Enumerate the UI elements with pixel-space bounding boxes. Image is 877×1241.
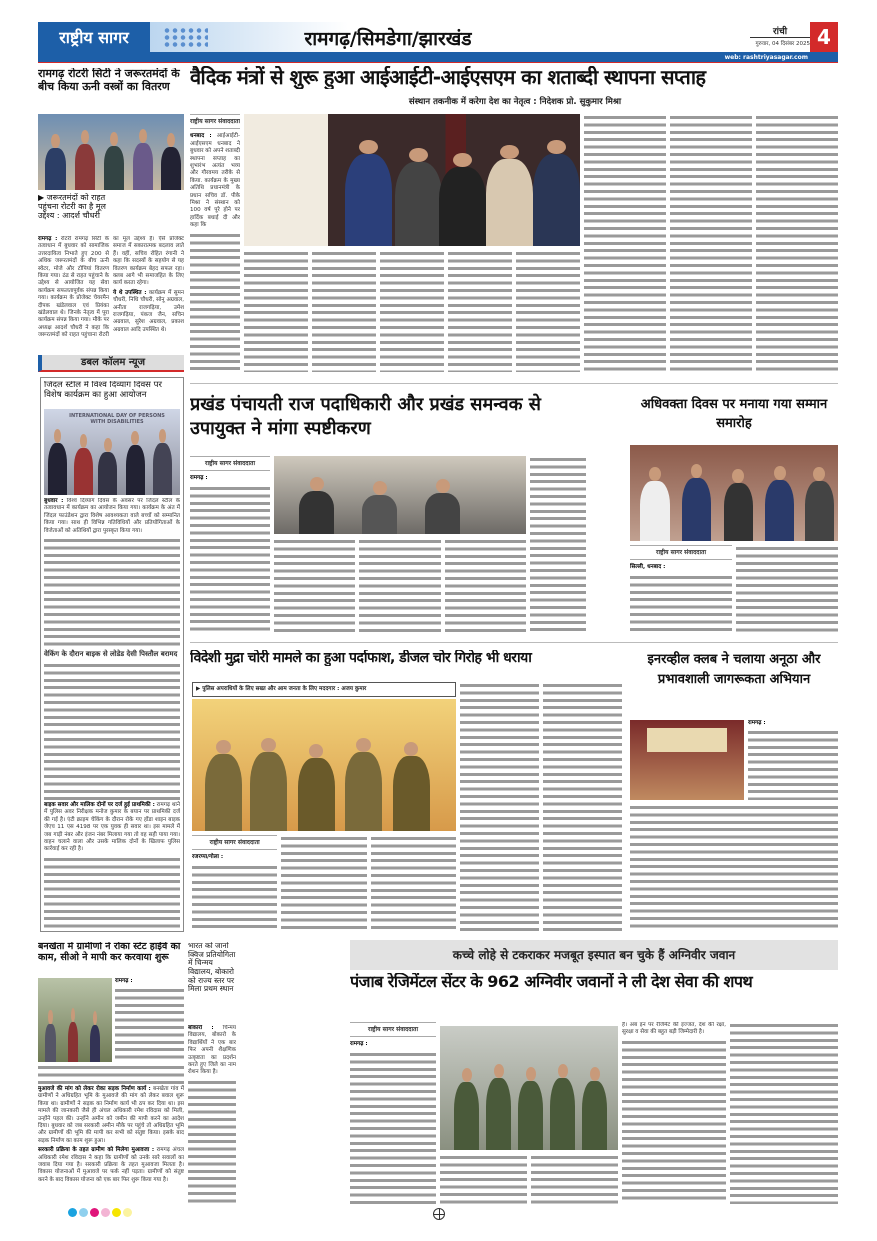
bankheta-headline: बनखेता में ग्रामीणों ने रोका स्टेट हाईवे का काम, सीओ ने मापी कर करवाया शुरू [38,942,181,963]
advocate-headline: अधिवक्ता दिवस पर मनाया गया सम्मान समारोह [640,397,828,431]
jindal-photo [44,409,180,495]
iit-subtitle: संस्थान तकनीक में करेगा देश का नेतृत्व : निदेशक प्रो. सुकुमार मिश्रा [408,97,622,107]
iit-right-columns [584,114,838,372]
dateline: रामगढ़ : [748,720,766,726]
body-text: रोटरी रामगढ़ सिटी के तत्वाधान में बुधवार को सामाजिक उत्तरदायित्व निभाते हुए 200 से अधिक जरूरतमंदों के बीच ऊनी स्वेटर, मोजे और टोपियां वितरण किया गया। ठंड से राहत पहुंचाने के उद्देश्य से आयोजित यह सेवा कार्यक्रम सफलतापूर्वक संपन्न किया गया। कार्यक्रम के प्रोजेक्ट चेयरमैन दीपक खंडेलवाल एवं प्रियंका खंडेलवाल थे। जिनके नेतृत्व में पूरा कार्यक्रम संपन्न किया गया। मौके पर अध्यक्ष आदर्श चौधरी ने कहा कि जरूरतमंदों को राहत पहुंचाना रोटरी का मूल उद्देश्य है। ऐसे प्रोजेक्ट समाज में सकारात्मक बदलाव लाते हैं। वहीं, सचिव रोहित रंगानी ने कहा कि सदस्यों के सहयोग से यह वितरण कार्यक्रम बेहद सफल रहा। क्लब आगे भी समाजहित के लिए कार्य करता रहेगा। [38,236,184,339]
city: रांची [750,24,810,38]
color-registration-marks [68,1208,132,1217]
bankheta-side-text [115,978,184,1062]
quiz-headline: भारत को जानो क्विज प्रतियोगिता में चिन्मय विद्यालय, बोकारो को राज्य स्तर पर मिला प्रथम स्थान [188,942,236,994]
iit-photo [244,114,580,246]
body-text: है। अब इन पर रेजिमेंट की इज्जत, देश की रक्षा, सुरक्षा व सेवा की बहुत बड़ी जिम्मेदारी है। [622,1022,726,1036]
photo-banner-text: INTERNATIONAL DAY OF PERSONS WITH DISABILITIES [69,413,165,425]
dots-icon [163,27,208,47]
agniveer-col-1 [350,1022,436,1204]
panchayat-headline: प्रखंड पंचायती राज पदाधिकारी और प्रखंड समन्वक से उपायुक्त ने मांगा स्पष्टीकरण [190,394,541,439]
section-title: रामगढ़/सिमडेगा/झारखंड [304,28,472,50]
agniveer-col-right-1 [622,1022,726,1204]
byline: राष्ट्रीय सागर संवाददाता [190,114,240,129]
rotary-body [38,236,184,352]
dateline: रामगढ़ : [190,475,208,482]
agniveer-col-right-2 [730,1022,838,1204]
double-column-banner: डबल कॉलम न्यूज [38,355,184,372]
dateline: रामगढ़ : [115,978,133,984]
currency-strip: ▶ पुलिस अपराधियों के लिए सख्त और आम जनता के लिए मददगार : अजय कुमार [192,682,456,697]
innerwheel-photo [630,720,744,800]
quiz-body [188,1025,236,1205]
currency-right-columns [460,682,622,932]
currency-photo [192,699,456,831]
panchayat-columns [274,538,526,632]
dateline: बुधवार : [44,498,64,504]
dateline: रामगढ़ : [38,236,58,242]
jindal-headline: जिंदल स्टील में विश्व दिव्यांग दिवस पर विशेष कार्यक्रम का हुआ आयोजन [44,381,162,400]
page-number: 4 [810,22,838,52]
iit-columns [244,250,580,372]
subhead: ये थे उपस्थित : [113,289,147,296]
dateline: सिल्ली, धनबाद : [630,564,666,571]
website[interactable]: web: rashtriyasagar.com [724,54,808,61]
paper-name-logo: राष्ट्रीय सागर [38,22,150,52]
bankheta-body [38,1064,184,1204]
pistol-subhead: वेकिंग के दौरान बाइक से लोडेड देसी पिस्तौल बरामद [44,650,178,659]
body-text: रामगढ़ अंचल अधिकारी रमेश रविदास ने कहा कि ग्रामीणों को उनके सारे सवालों का जवाब दिया गया है। सरकारी प्रक्रिया के तहत मुआवजा मिलता है। विकास योजनाओं में मुआवजे पर फर्क नहीं पड़ता। ग्रामीणों को संतुष्ट करने के बाद विकास योजना को एक बार फिर शुरू किया गया है। [38,1147,184,1183]
rotary-photo [38,114,184,190]
byline: राष्ट्रीय सागर संवाददाता [630,545,732,560]
innerwheel-side [748,720,838,800]
agniveer-lower-columns [440,1154,618,1204]
innerwheel-headline: इनरव्हील क्लब ने चलाया अनूठा और प्रभावशाली जागरूकता अभियान [647,652,821,687]
dateline: बोकारो : [188,1025,214,1031]
currency-lower-columns [192,835,456,932]
dateline: रजरप्पा/गोला : [192,854,224,861]
jindal-box [40,377,184,932]
byline: राष्ट्रीय सागर संवाददाता [190,456,270,471]
currency-headline: विदेशी मुद्रा चोरी मामले का हुआ पर्दाफाश, डीजल चोर गिरोह भी धराया [190,650,532,666]
panchayat-col-right [530,456,586,632]
dateline: रामगढ़ : [350,1041,368,1048]
advocate-columns [630,545,838,633]
body-text: चिन्मय विद्यालय, बोकारो के विद्यार्थियों ने एक बार फिर अपनी शैक्षणिक उत्कृष्टता का प्रदर्शन करते हुए जिले का नाम रोशन किया है। [188,1025,236,1076]
body-text: विश्व दिव्यांग दिवस के अवसर पर जिंदल स्टील के तत्वावधान में कार्यक्रम का आयोजन किया गया। कार्यक्रम के अंत में जिंदल फाउंडेशन द्वारा विशेष आवश्यकता वाले बच्चों को सम्मानित किया गया। साथ ही विभिन्न गतिविधियों और प्रतियोगिताओं के विजेताओं को अतिथियों द्वारा पुरस्कृत किया गया। [44,498,180,534]
dateline: धनबाद : [190,133,212,140]
agniveer-kicker: कच्चे लोहे से टकराकर मजबूत इस्पात बन चुके हैं अग्निवीर जवान [350,940,838,970]
bankheta-photo [38,978,112,1062]
body-text: कार्यक्रम में सुमन चौधरी, निधि चौधरी, सोनू अग्रवाल, अनीता राजगढ़िया, उमेश राजगढ़िया, पंकज जैन, सचिन अग्रवाल, सुरेश अग्रवाल, प्रकाश अग्रवाल आदि उपस्थित थे। [113,289,184,333]
divider [190,383,838,384]
masthead [38,22,838,64]
subhead: बाइक सवार और मालिक दोनों पर दर्ज हुई प्राथमिकी : [44,802,155,809]
body-text: रामगढ़ थाने में पुलिस अवर निरीक्षक मनोज कुमार के बयान पर प्राथमिकी दर्ज की गई है। एंटी क्राइम चेकिंग के दौरान रोके गए होंडा शाइन बाइक जेएच 11 एस 4198 पर एक युवक ही सवार था। इस मामले में जब गाड़ी नंबर और इंजन नंबर मिलाया गया तो वह सही पाया गया। वाहन चलाने वाला और उसके मालिक दोनों के खिलाफ पुलिस कार्रवाई कर रही है। [44,802,180,853]
panchayat-col-1 [190,456,270,632]
rotary-headline: रामगढ़ रोटरी सिटी ने जरूरतमंदों के बीच किया ऊनी वस्त्रों का वितरण [38,68,180,93]
agniveer-photo [440,1026,618,1150]
rotary-subhead: ▶ जरूरतमंदों को राहत पहुंचना रोटरी का है मूल उद्देश्य : आदर्श चौधरी [38,193,106,221]
body-text: आईआईटी-आईएसएम धनबाद ने बुधवार को अपने शताब्दी स्थापना सप्ताह का शुभारंभ अत्यंत भव्य और गौरवमय तरीके से किया. कार्यक्रम के मुख्य अतिथि प्रधानमंत्री के प्रधान सचिव डॉ. पीके मिश्रा ने संस्थान को 100 वर्ष पूरे होने पर हार्दिक बधाई दी और कहा कि [190,133,240,229]
crosshair-mark [433,1208,445,1220]
panchayat-photo [274,456,526,534]
web-strip [38,52,838,63]
jindal-body [44,498,180,928]
iit-col-1 [190,114,240,372]
body-text: बनखेता गांव में ग्रामीणों ने अधिग्रहित भूमि के मुआवजे की मांग को लेकर बवाल शुरू किया था। ग्रामीणों ने सड़क का निर्माण कार्य भी ठप कर दिया था। इस मामले की जानकारी जैसे ही अंचल अधिकारी रमेश रविदास को मिली, उन्होंने पहल की। उन्होंने अमीन को जमीन की मापी करने का आदेश दिया। बुधवार को जब सरकारी अमीन मौके पर पहुंचे तो अधिग्रहित भूमि और ग्रामीणों की भूमि की मापी कर सभी को संतुष्ट किया। इसके बाद सड़क निर्माण का काम शुरू हुआ। [38,1086,184,1144]
innerwheel-body [630,804,838,932]
divider [190,642,838,643]
advocate-photo [630,445,838,541]
subhead: मुआवजे की मांग को लेकर रोका सड़क निर्माण कार्य : [38,1086,151,1092]
date: गुरुवार, 04 दिसंबर 2025 [755,41,810,47]
byline: राष्ट्रीय सागर संवाददाता [350,1022,436,1037]
subhead: सरकारी प्रक्रिया के तहत ग्रामीण को मिलेगा मुआवजा : [38,1147,155,1154]
agniveer-headline: पंजाब रेजिमेंटल सेंटर के 962 अग्निवीर जवानों ने ली देश सेवा की शपथ [350,973,753,991]
byline: राष्ट्रीय सागर संवाददाता [192,835,277,850]
iit-headline: वैदिक मंत्रों से शुरू हुआ आईआईटी-आईएसएम का शताब्दी स्थापना सप्ताह [190,66,706,89]
